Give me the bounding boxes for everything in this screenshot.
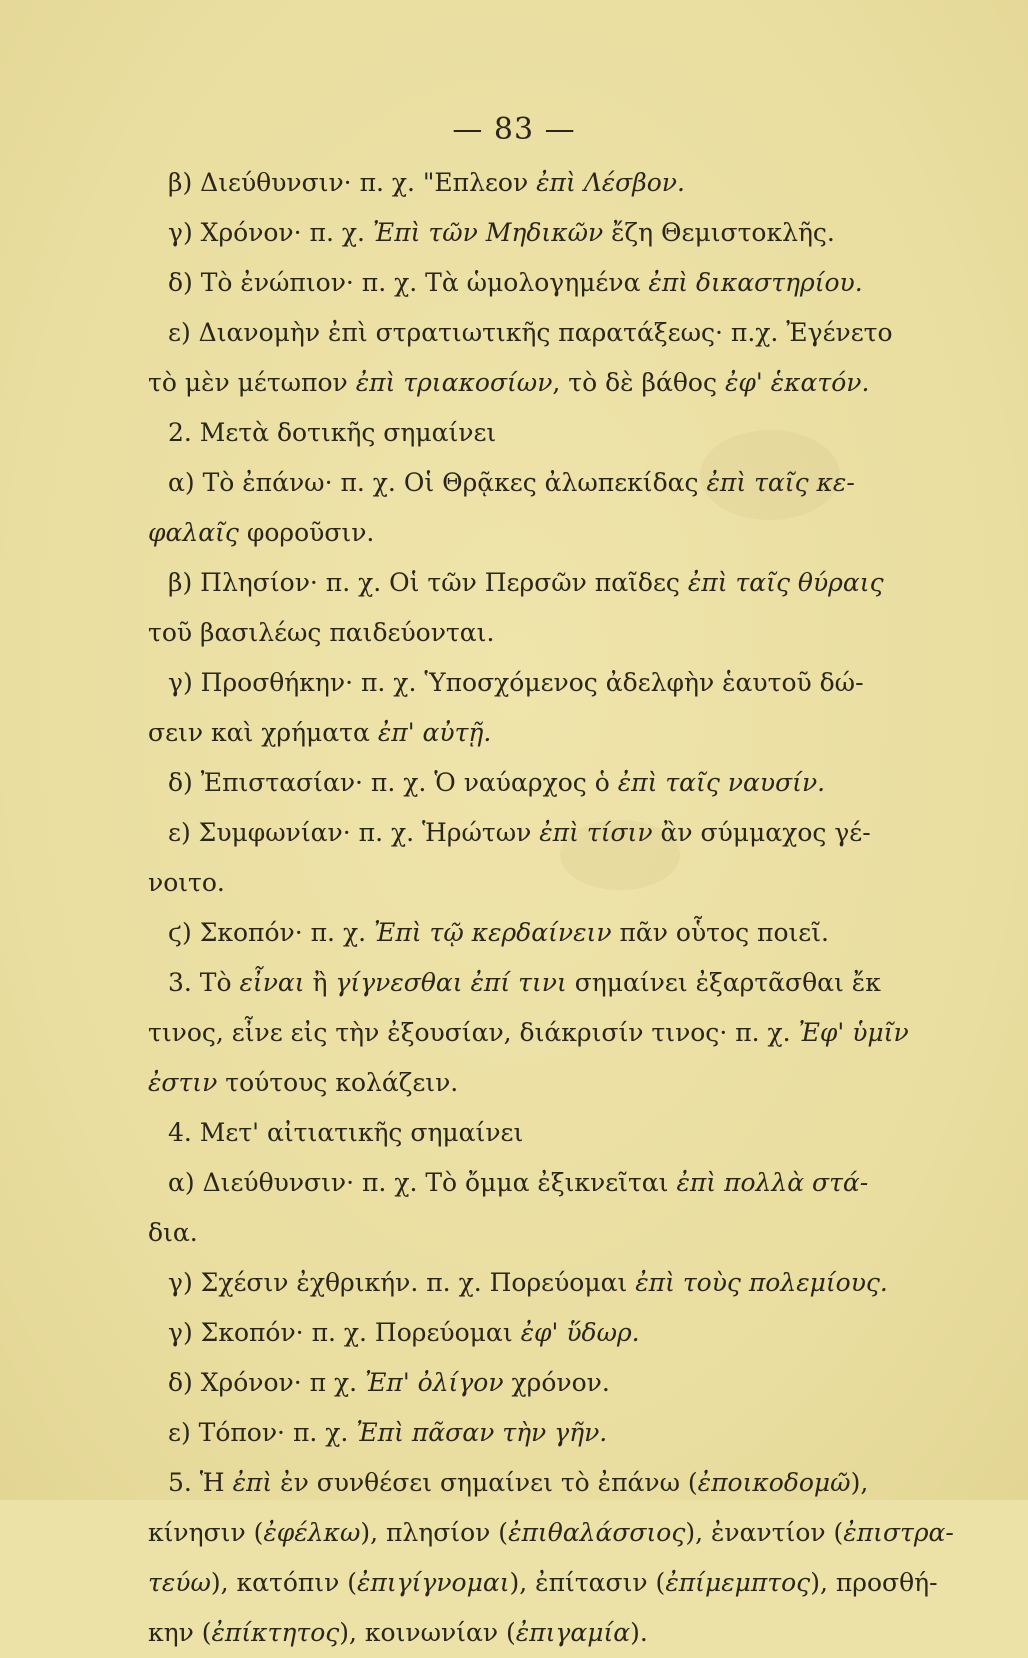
text-line xyxy=(148,158,828,208)
italic-text: Ἐπὶ τῷ κερδαίνειν xyxy=(374,918,612,947)
text-segment: κίνησιν ( xyxy=(148,1518,264,1547)
text-segment: γ) Σκοπόν· π. χ. Πορεύομαι xyxy=(168,1318,521,1347)
text-segment: ἔζη Θεμιστοκλῆς. xyxy=(603,218,835,247)
text-segment: δ) Ἐπιστασίαν· π. χ. Ὁ ναύαρχος ὁ xyxy=(168,768,618,797)
italic-text: Ἐπὶ πᾶσαν τὴν γῆν. xyxy=(356,1418,608,1447)
text-line xyxy=(148,258,863,308)
italic-text: ἐπὶ πολλὰ στά- xyxy=(676,1168,869,1197)
text-segment: β) Πλησίον· π. χ. Οἱ τῶν Περσῶν παῖδες xyxy=(168,568,688,597)
text-segment: ), xyxy=(850,1468,869,1497)
text-segment: γ) Προσθήκην· π. χ. Ὑποσχόμενος ἀδελφὴν ἑαυτοῦ δώ- xyxy=(168,668,864,697)
body-text xyxy=(148,158,954,1658)
text-segment: ἂν σύμμαχος γέ- xyxy=(652,818,871,847)
text-segment: τὸ μὲν μέτωπον xyxy=(148,368,356,397)
text-line xyxy=(148,1508,954,1558)
italic-text: ἐπ' αὐτῇ. xyxy=(377,718,492,747)
italic-text: ἐπιγίγνομαι xyxy=(357,1568,510,1597)
text-segment: ), κοινωνίαν ( xyxy=(339,1618,516,1647)
text-segment: δια. xyxy=(148,1218,198,1247)
text-segment: ), κατόπιν ( xyxy=(210,1568,358,1597)
text-segment: σειν καὶ χρήματα xyxy=(148,718,378,747)
italic-text: ἐπιγαμία xyxy=(515,1618,631,1647)
text-line xyxy=(148,1558,938,1608)
italic-text: ἐπὶ τριακοσίων xyxy=(355,368,553,397)
text-line xyxy=(148,1308,828,1358)
text-line xyxy=(148,1458,869,1508)
italic-text: εἶναι xyxy=(239,968,305,997)
text-segment: β) Διεύθυνσιν· π. χ. "Επλεον xyxy=(168,168,537,197)
text-segment: ). xyxy=(630,1618,648,1647)
text-line xyxy=(148,458,855,508)
italic-text: ἐπίκτητος xyxy=(211,1618,340,1647)
text-segment: ), προσθή- xyxy=(810,1568,938,1597)
text-segment: ε) Τόπον· π. χ. xyxy=(168,1418,357,1447)
italic-text: ἐπὶ ταῖς ναυσίν. xyxy=(617,768,826,797)
italic-text: ἐπὶ xyxy=(232,1468,273,1497)
text-segment: 2. Μετὰ δοτικῆς σημαίνει xyxy=(168,418,497,447)
italic-text: ἐπὶ Λέσβον. xyxy=(536,168,685,197)
text-segment: ), ἐπίτασιν ( xyxy=(509,1568,666,1597)
text-segment: ϛ) Σκοπόν· π. χ. xyxy=(168,918,374,947)
text-line xyxy=(148,1058,828,1108)
text-line xyxy=(148,908,828,958)
text-line xyxy=(148,508,828,558)
italic-text: ἐπὶ τοὺς πολεμίους. xyxy=(635,1268,888,1297)
text-segment: τινος, εἶνε εἰς τὴν ἐξουσίαν, διάκρισίν τινος· π. χ. xyxy=(148,1018,799,1047)
text-segment: 3. Τὸ xyxy=(168,968,240,997)
italic-text: φαλαῖς xyxy=(148,518,239,547)
italic-text: ἐπίμεμπτος xyxy=(665,1568,811,1597)
text-line xyxy=(148,408,828,458)
text-line xyxy=(148,758,828,808)
italic-text: Ἐφ' ὑμῖν xyxy=(798,1018,909,1047)
text-segment: α) Τὸ ἐπάνω· π. χ. Οἱ Θρᾷκες ἀλωπεκίδας xyxy=(168,468,707,497)
text-line xyxy=(148,1158,869,1208)
text-segment: ε) Συμφωνίαν· π. χ. Ἡρώτων xyxy=(168,818,540,847)
text-segment: 5. Ἡ xyxy=(168,1468,233,1497)
text-line xyxy=(148,1608,828,1658)
text-line xyxy=(148,858,828,908)
text-line xyxy=(148,1408,828,1458)
italic-text: ἐστιν xyxy=(148,1068,218,1097)
text-segment: πᾶν οὗτος ποιεῖ. xyxy=(611,918,829,947)
text-segment: ), πλησίον ( xyxy=(360,1518,509,1547)
text-line xyxy=(148,1108,828,1158)
text-segment: τοῦ βασιλέως παιδεύονται. xyxy=(148,618,495,647)
text-segment: φοροῦσιν. xyxy=(238,518,375,547)
italic-text: ἐπὶ ταῖς θύραις xyxy=(687,568,884,597)
text-line xyxy=(148,658,864,708)
italic-text: ἐπὶ τίσιν xyxy=(539,818,653,847)
text-segment: γ) Χρόνον· π. χ. xyxy=(168,218,373,247)
italic-text: ἐπὶ ταῖς κε- xyxy=(706,468,855,497)
text-line xyxy=(148,608,828,658)
text-line xyxy=(148,958,881,1008)
text-segment: 4. Μετ' αἰτιατικῆς σημαίνει xyxy=(168,1118,524,1147)
text-segment: ἢ xyxy=(304,968,336,997)
text-segment: , τὸ δὲ βάθος xyxy=(552,368,725,397)
page-number: — 83 — xyxy=(452,112,576,147)
italic-text: ἐπιστρα- xyxy=(843,1518,954,1547)
text-segment: δ) Τὸ ἐνώπιον· π. χ. Τὰ ὡμολογημένα xyxy=(168,268,649,297)
text-segment: α) Διεύθυνσιν· π. χ. Τὸ ὄμμα ἐξικνεῖται xyxy=(168,1168,677,1197)
text-line xyxy=(148,808,871,858)
italic-text: γίγνεσθαι ἐπί τινι xyxy=(335,968,567,997)
text-segment: σημαίνει ἐξαρτᾶσθαι ἔκ xyxy=(566,968,881,997)
text-segment: ἐν συνθέσει σημαίνει τὸ ἐπάνω ( xyxy=(272,1468,698,1497)
italic-text: ἐπὶ δικαστηρίου. xyxy=(648,268,863,297)
text-segment: ), ἐναντίον ( xyxy=(685,1518,844,1547)
italic-text: ἐπιθαλάσσιος xyxy=(508,1518,686,1547)
text-line xyxy=(148,208,835,258)
italic-text: ἐφέλκω xyxy=(263,1518,361,1547)
text-segment: νοιτο. xyxy=(148,868,225,897)
text-segment: κην ( xyxy=(148,1618,212,1647)
text-line xyxy=(148,308,893,358)
text-segment: τούτους κολάζειν. xyxy=(217,1068,459,1097)
text-line xyxy=(148,1358,828,1408)
italic-text: τεύω xyxy=(148,1568,211,1597)
text-segment: γ) Σχέσιν ἐχθρικήν. π. χ. Πορεύομαι xyxy=(168,1268,636,1297)
text-segment: ε) Διανομὴν ἐπὶ στρατιωτικῆς παρατάξεως· π.χ. Ἐγένετο xyxy=(168,318,893,347)
italic-text: Ἐπ' ὀλίγον xyxy=(365,1368,504,1397)
text-line xyxy=(148,558,884,608)
text-segment: δ) Χρόνον· π χ. xyxy=(168,1368,366,1397)
text-line xyxy=(148,1008,909,1058)
text-segment: χρόνον. xyxy=(503,1368,610,1397)
text-line xyxy=(148,1258,888,1308)
italic-text: Ἐπὶ τῶν Μηδικῶν xyxy=(372,218,604,247)
italic-text: ἐφ' ἑκατόν. xyxy=(724,368,870,397)
text-line xyxy=(148,708,828,758)
italic-text: ἐφ' ὕδωρ. xyxy=(520,1318,640,1347)
italic-text: ἐποικοδομῶ xyxy=(697,1468,851,1497)
text-line xyxy=(148,1208,828,1258)
text-line xyxy=(148,358,870,408)
